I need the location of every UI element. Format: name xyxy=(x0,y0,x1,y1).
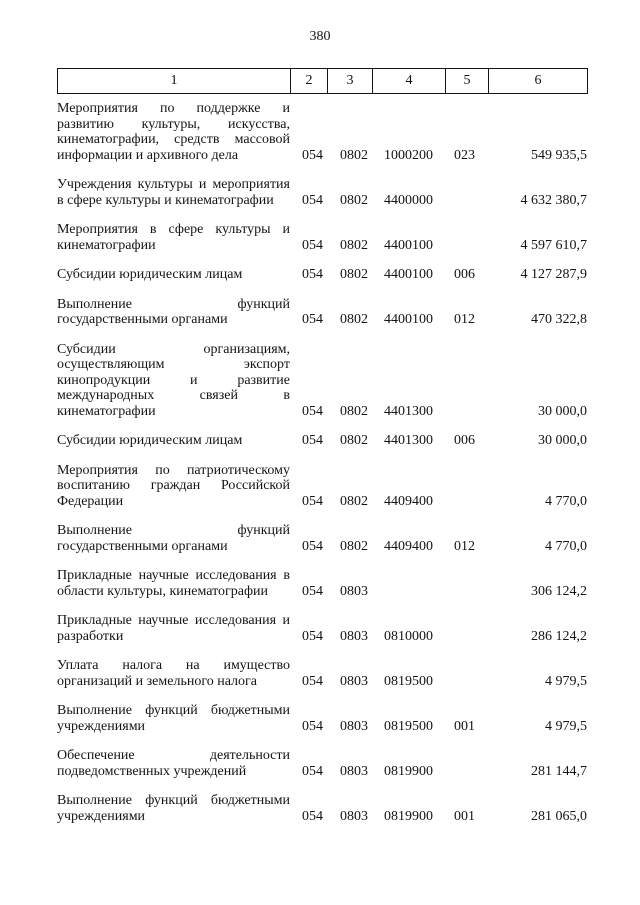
row-section-code: 0802 xyxy=(340,493,368,509)
row-target-article: 4401300 xyxy=(384,403,433,419)
table-row xyxy=(57,433,587,449)
row-ministry-code: 054 xyxy=(302,192,323,208)
row-ministry-code: 054 xyxy=(302,673,323,689)
budget-rows xyxy=(57,101,587,838)
row-ministry-code: 054 xyxy=(302,763,323,779)
table-row xyxy=(57,568,587,599)
column-header-6: 6 xyxy=(489,69,588,94)
table-row xyxy=(57,463,587,510)
row-target-article: 0819900 xyxy=(384,763,433,779)
table-row xyxy=(57,658,587,689)
row-description: Выполнение функций бюджетными учреждениями xyxy=(57,703,290,734)
row-ministry-code: 054 xyxy=(302,312,323,327)
row-amount: 4 632 380,7 xyxy=(520,192,587,208)
table-row xyxy=(57,613,587,644)
row-ministry-code: 054 xyxy=(302,433,323,448)
row-section-code: 0802 xyxy=(340,237,368,253)
row-amount: 549 935,5 xyxy=(531,147,587,163)
row-ministry-code: 054 xyxy=(302,718,323,734)
row-amount: 470 322,8 xyxy=(531,312,587,327)
table-row xyxy=(57,342,587,420)
row-expense-type: 023 xyxy=(454,147,475,163)
row-amount: 4 597 610,7 xyxy=(520,237,587,253)
row-description: Уплата налога на имущество организаций и земельного налога xyxy=(57,658,290,689)
row-target-article: 0810000 xyxy=(384,628,433,644)
table-row xyxy=(57,297,587,328)
row-section-code: 0803 xyxy=(340,763,368,779)
row-description: Выполнение функций государственными органами xyxy=(57,296,290,327)
row-target-article: 1000200 xyxy=(384,147,433,163)
row-ministry-code: 054 xyxy=(302,493,323,509)
row-target-article: 0819900 xyxy=(384,808,433,824)
row-description: Мероприятия по поддержке и развитию культуры, искусства, кинематографии, средств массовой информации и архивного дела xyxy=(57,101,290,163)
row-section-code: 0802 xyxy=(340,267,368,282)
table-row xyxy=(57,101,587,163)
row-expense-type: 006 xyxy=(454,433,475,448)
row-description: Мероприятия по патриотическому воспитанию граждан Российской Федерации xyxy=(57,462,290,509)
row-description: Субсидии юридическим лицам xyxy=(57,267,243,282)
row-section-code: 0803 xyxy=(340,718,368,734)
row-section-code: 0802 xyxy=(340,403,368,419)
row-amount: 286 124,2 xyxy=(531,628,587,644)
row-section-code: 0802 xyxy=(340,312,368,327)
row-ministry-code: 054 xyxy=(302,147,323,163)
row-description: Выполнение функций бюджетными учреждениями xyxy=(57,793,290,824)
row-amount: 30 000,0 xyxy=(538,403,587,419)
row-target-article: 4400100 xyxy=(384,312,433,327)
row-amount: 4 770,0 xyxy=(545,538,587,554)
table-row xyxy=(57,748,587,779)
column-header-1: 1 xyxy=(58,69,291,94)
row-section-code: 0802 xyxy=(340,538,368,554)
row-ministry-code: 054 xyxy=(302,538,323,554)
row-target-article: 0819500 xyxy=(384,673,433,689)
row-description: Субсидии организациям, осуществляющим экспорт кинопродукции и развитие международных связей в кинематографии xyxy=(57,341,290,419)
row-ministry-code: 054 xyxy=(302,628,323,644)
row-amount: 4 979,5 xyxy=(545,718,587,734)
table-row xyxy=(57,793,587,824)
column-header-5: 5 xyxy=(446,69,489,94)
row-target-article: 4400000 xyxy=(384,192,433,208)
row-description: Учреждения культуры и мероприятия в сфере культуры и кинематографии xyxy=(57,177,290,208)
row-amount: 4 979,5 xyxy=(545,673,587,689)
column-header-4: 4 xyxy=(373,69,446,94)
row-ministry-code: 054 xyxy=(302,808,323,824)
row-description: Мероприятия в сфере культуры и кинематографии xyxy=(57,222,290,253)
page-number: 380 xyxy=(309,29,331,44)
column-header-3: 3 xyxy=(328,69,373,94)
column-header-2: 2 xyxy=(291,69,328,94)
table-row xyxy=(57,523,587,554)
row-section-code: 0803 xyxy=(340,628,368,644)
row-expense-type: 006 xyxy=(454,267,475,282)
column-header-table xyxy=(57,68,588,94)
row-amount: 30 000,0 xyxy=(538,433,587,448)
row-section-code: 0803 xyxy=(340,808,368,824)
row-description: Прикладные научные исследования и разработки xyxy=(57,613,290,644)
row-ministry-code: 054 xyxy=(302,237,323,253)
row-expense-type: 001 xyxy=(454,718,475,734)
column-header-row xyxy=(58,69,588,94)
row-target-article: 4401300 xyxy=(384,433,433,448)
row-amount: 306 124,2 xyxy=(531,583,587,599)
row-ministry-code: 054 xyxy=(302,267,323,282)
row-ministry-code: 054 xyxy=(302,403,323,419)
row-ministry-code: 054 xyxy=(302,583,323,599)
row-description: Обеспечение деятельности подведомственных учреждений xyxy=(57,748,290,779)
row-description: Субсидии юридическим лицам xyxy=(57,433,243,448)
row-target-article: 4409400 xyxy=(384,538,433,554)
row-amount: 4 127 287,9 xyxy=(520,267,587,282)
row-target-article: 4400100 xyxy=(384,237,433,253)
row-section-code: 0803 xyxy=(340,583,368,599)
row-expense-type: 012 xyxy=(454,538,475,554)
row-description: Прикладные научные исследования в области культуры, кинематографии xyxy=(57,568,290,599)
row-target-article: 4409400 xyxy=(384,493,433,509)
row-description: Выполнение функций государственными органами xyxy=(57,523,290,554)
table-row xyxy=(57,177,587,208)
row-amount: 4 770,0 xyxy=(545,493,587,509)
row-target-article: 0819500 xyxy=(384,718,433,734)
row-amount: 281 065,0 xyxy=(531,808,587,824)
row-section-code: 0802 xyxy=(340,433,368,448)
table-row xyxy=(57,703,587,734)
row-section-code: 0802 xyxy=(340,147,368,163)
table-row xyxy=(57,267,587,283)
row-amount: 281 144,7 xyxy=(531,763,587,779)
row-section-code: 0802 xyxy=(340,192,368,208)
table-row xyxy=(57,222,587,253)
row-expense-type: 012 xyxy=(454,312,475,327)
row-expense-type: 001 xyxy=(454,808,475,824)
row-target-article: 4400100 xyxy=(384,267,433,282)
row-section-code: 0803 xyxy=(340,673,368,689)
